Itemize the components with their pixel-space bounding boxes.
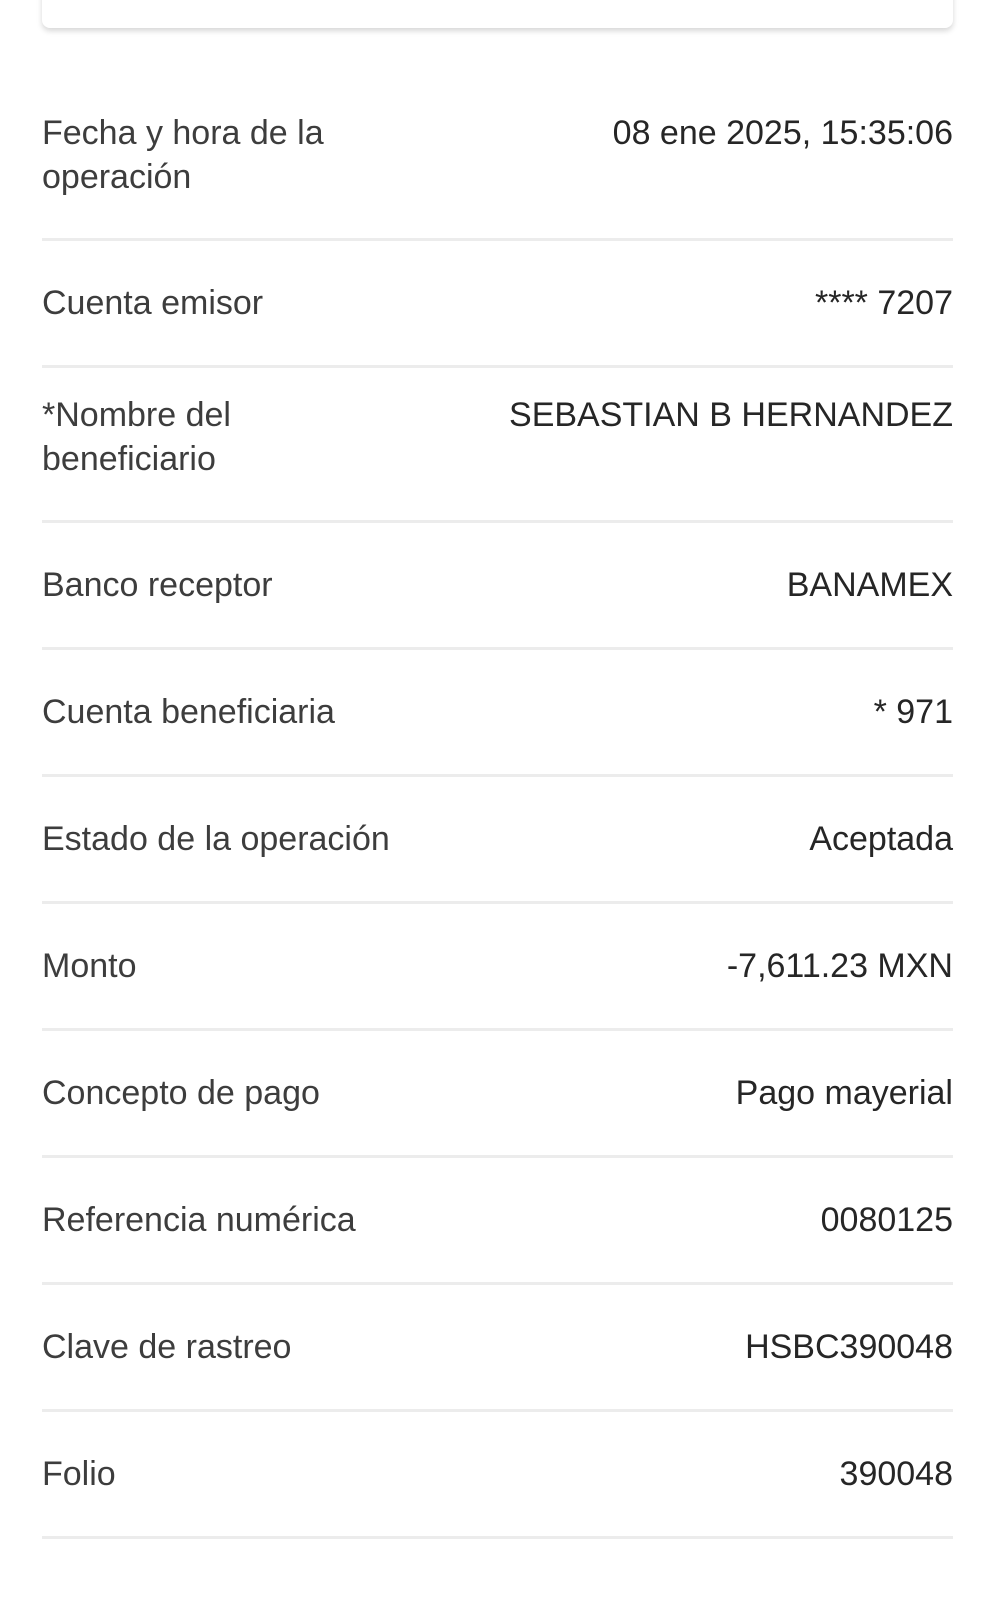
folio-label: Folio	[42, 1455, 116, 1493]
beneficiary-account-label: Cuenta beneficiaria	[42, 693, 335, 731]
detail-row-tracking-key	[42, 1285, 953, 1412]
beneficiary-name-label: *Nombre del beneficiario	[42, 396, 231, 478]
detail-row-receiving-bank	[42, 523, 953, 650]
transfer-details-list	[42, 86, 953, 1539]
beneficiary-account-value: * 971	[873, 693, 953, 731]
tracking-key-value: HSBC390048	[745, 1328, 953, 1366]
date-time-label: Fecha y hora de la operación	[42, 114, 324, 196]
beneficiary-name-value: SEBASTIAN B HERNANDEZ	[509, 396, 953, 434]
detail-row-folio	[42, 1412, 953, 1539]
detail-row-numeric-reference	[42, 1158, 953, 1285]
summary-card	[42, 0, 953, 28]
detail-row-payment-concept	[42, 1031, 953, 1158]
detail-row-operation-status	[42, 777, 953, 904]
tracking-key-label: Clave de rastreo	[42, 1328, 292, 1366]
numeric-reference-value: 0080125	[820, 1201, 953, 1239]
amount-value: -7,611.23 MXN	[726, 947, 953, 985]
numeric-reference-label: Referencia numérica	[42, 1201, 356, 1239]
detail-row-beneficiary-name	[42, 368, 953, 523]
detail-row-issuer-account	[42, 241, 953, 368]
detail-row-beneficiary-account	[42, 650, 953, 777]
issuer-account-label: Cuenta emisor	[42, 284, 264, 322]
payment-concept-label: Concepto de pago	[42, 1074, 320, 1112]
receiving-bank-label: Banco receptor	[42, 566, 273, 604]
operation-status-value: Aceptada	[809, 820, 953, 858]
issuer-account-value: **** 7207	[814, 284, 953, 322]
folio-value: 390048	[839, 1455, 953, 1493]
detail-row-date-time	[42, 86, 953, 241]
date-time-value: 08 ene 2025, 15:35:06	[612, 114, 953, 152]
amount-label: Monto	[42, 947, 137, 985]
payment-concept-value: Pago mayerial	[735, 1074, 953, 1112]
receiving-bank-value: BANAMEX	[786, 566, 953, 604]
detail-row-amount	[42, 904, 953, 1031]
operation-status-label: Estado de la operación	[42, 820, 390, 858]
